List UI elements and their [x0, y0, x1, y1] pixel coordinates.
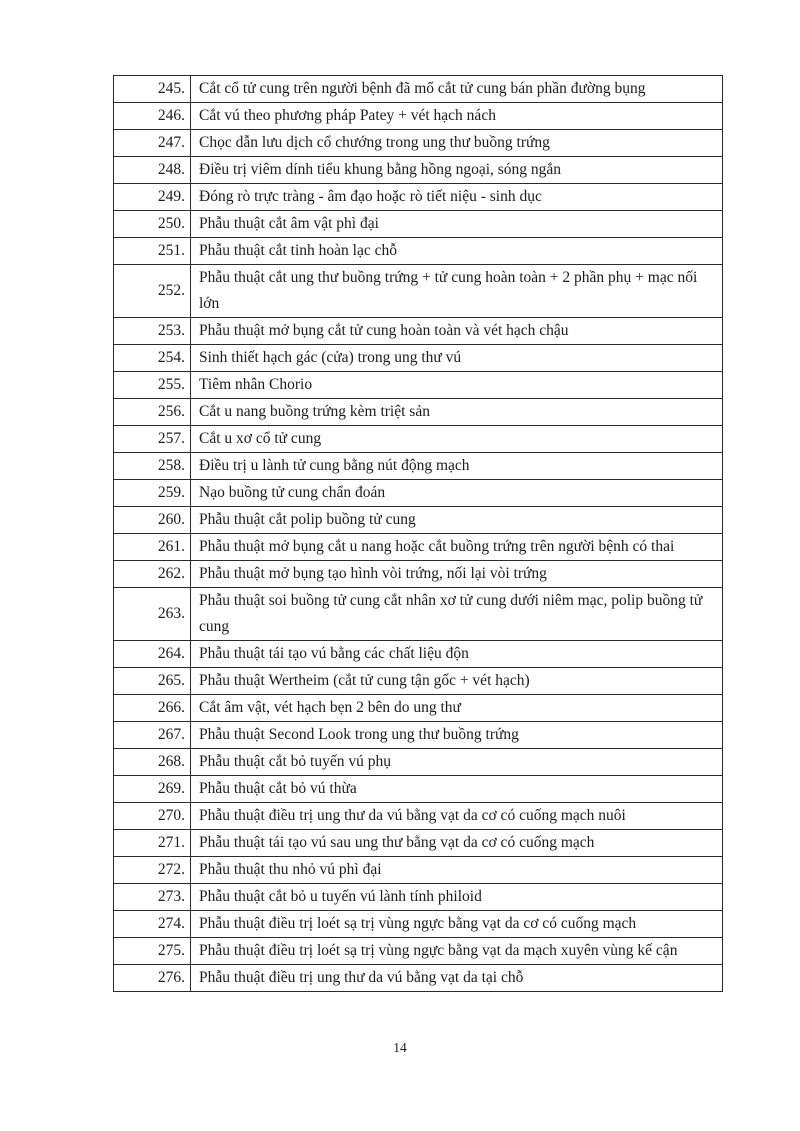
procedure-name-cell: Phẫu thuật mở bụng tạo hình vòi trứng, nối lại vòi trứng [191, 561, 723, 588]
row-number-cell: 275. [114, 938, 191, 965]
procedure-name-cell: Phẫu thuật cắt bỏ vú thừa [191, 776, 723, 803]
procedure-name-cell: Phẫu thuật thu nhỏ vú phì đại [191, 857, 723, 884]
table-row [114, 426, 723, 453]
procedure-name-cell: Phẫu thuật Second Look trong ung thư buồng trứng [191, 722, 723, 749]
table-row [114, 238, 723, 265]
table-row [114, 965, 723, 992]
procedure-name-cell: Cắt cổ tử cung trên người bệnh đã mổ cắt tử cung bán phần đường bụng [191, 76, 723, 103]
procedure-table [113, 75, 723, 992]
row-number-cell: 276. [114, 965, 191, 992]
row-number-cell: 252. [114, 265, 191, 318]
table-row [114, 157, 723, 184]
procedure-name-cell: Cắt vú theo phương pháp Patey + vét hạch nách [191, 103, 723, 130]
row-number-cell: 247. [114, 130, 191, 157]
table-row [114, 318, 723, 345]
procedure-name-cell: Phẫu thuật điều trị loét sạ trị vùng ngực bằng vạt da mạch xuyên vùng kế cận [191, 938, 723, 965]
row-number-cell: 245. [114, 76, 191, 103]
table-row [114, 211, 723, 238]
procedure-name-cell: Phẫu thuật Wertheim (cắt tử cung tận gốc + vét hạch) [191, 668, 723, 695]
row-number-cell: 274. [114, 911, 191, 938]
procedure-name-cell: Phẫu thuật điều trị ung thư da vú bằng vạt da tại chỗ [191, 965, 723, 992]
row-number-cell: 248. [114, 157, 191, 184]
table-row [114, 184, 723, 211]
table-row [114, 534, 723, 561]
table-row [114, 938, 723, 965]
table-row [114, 857, 723, 884]
procedure-name-cell: Phẫu thuật tái tạo vú bằng các chất liệu độn [191, 641, 723, 668]
row-number-cell: 271. [114, 830, 191, 857]
row-number-cell: 258. [114, 453, 191, 480]
row-number-cell: 267. [114, 722, 191, 749]
table-row [114, 911, 723, 938]
procedure-name-cell: Cắt u nang buồng trứng kèm triệt sản [191, 399, 723, 426]
procedure-name-cell: Cắt âm vật, vét hạch bẹn 2 bên do ung thư [191, 695, 723, 722]
row-number-cell: 253. [114, 318, 191, 345]
row-number-cell: 263. [114, 588, 191, 641]
procedure-name-cell: Điều trị viêm dính tiểu khung bằng hồng ngoại, sóng ngắn [191, 157, 723, 184]
procedure-name-cell: Phẫu thuật cắt bỏ tuyến vú phụ [191, 749, 723, 776]
row-number-cell: 262. [114, 561, 191, 588]
row-number-cell: 261. [114, 534, 191, 561]
table-row [114, 453, 723, 480]
procedure-name-cell: Phẫu thuật cắt polip buồng tử cung [191, 507, 723, 534]
table-row [114, 884, 723, 911]
row-number-cell: 269. [114, 776, 191, 803]
row-number-cell: 257. [114, 426, 191, 453]
row-number-cell: 268. [114, 749, 191, 776]
table-row [114, 103, 723, 130]
row-number-cell: 256. [114, 399, 191, 426]
procedure-name-cell: Phẫu thuật cắt bỏ u tuyến vú lành tính philoid [191, 884, 723, 911]
procedure-name-cell: Chọc dẫn lưu dịch cổ chướng trong ung thư buồng trứng [191, 130, 723, 157]
procedure-name-cell: Phẫu thuật mở bụng cắt tử cung hoàn toàn và vét hạch chậu [191, 318, 723, 345]
table-row [114, 588, 723, 641]
procedure-name-cell: Điều trị u lành tử cung bằng nút động mạch [191, 453, 723, 480]
procedure-name-cell: Phẫu thuật cắt ung thư buồng trứng + tử cung hoàn toàn + 2 phần phụ + mạc nối lớn [191, 265, 723, 318]
table-row [114, 830, 723, 857]
row-number-cell: 250. [114, 211, 191, 238]
row-number-cell: 259. [114, 480, 191, 507]
row-number-cell: 273. [114, 884, 191, 911]
row-number-cell: 246. [114, 103, 191, 130]
row-number-cell: 272. [114, 857, 191, 884]
procedure-table-body [114, 76, 723, 992]
table-row [114, 561, 723, 588]
table-row [114, 722, 723, 749]
procedure-name-cell: Nạo buồng tử cung chẩn đoán [191, 480, 723, 507]
table-row [114, 130, 723, 157]
procedure-name-cell: Đóng rò trực tràng - âm đạo hoặc rò tiết niệu - sinh dục [191, 184, 723, 211]
row-number-cell: 264. [114, 641, 191, 668]
procedure-name-cell: Phẫu thuật cắt tinh hoàn lạc chỗ [191, 238, 723, 265]
row-number-cell: 251. [114, 238, 191, 265]
table-row [114, 507, 723, 534]
row-number-cell: 265. [114, 668, 191, 695]
procedure-name-cell: Phẫu thuật cắt âm vật phì đại [191, 211, 723, 238]
page-number: 14 [393, 1040, 407, 1055]
table-row [114, 668, 723, 695]
row-number-cell: 254. [114, 345, 191, 372]
row-number-cell: 249. [114, 184, 191, 211]
table-row [114, 480, 723, 507]
procedure-name-cell: Phẫu thuật điều trị ung thư da vú bằng vạt da cơ có cuống mạch nuôi [191, 803, 723, 830]
procedure-name-cell: Phẫu thuật mở bụng cắt u nang hoặc cắt buồng trứng trên người bệnh có thai [191, 534, 723, 561]
table-row [114, 749, 723, 776]
procedure-name-cell: Phẫu thuật soi buồng tử cung cắt nhân xơ tử cung dưới niêm mạc, polip buồng tử cung [191, 588, 723, 641]
table-row [114, 803, 723, 830]
row-number-cell: 255. [114, 372, 191, 399]
table-row [114, 776, 723, 803]
procedure-name-cell: Sinh thiết hạch gác (cửa) trong ung thư vú [191, 345, 723, 372]
table-row [114, 265, 723, 318]
table-row [114, 399, 723, 426]
procedure-name-cell: Cắt u xơ cổ tử cung [191, 426, 723, 453]
row-number-cell: 266. [114, 695, 191, 722]
row-number-cell: 260. [114, 507, 191, 534]
row-number-cell: 270. [114, 803, 191, 830]
table-row [114, 372, 723, 399]
procedure-name-cell: Phẫu thuật điều trị loét sạ trị vùng ngực bằng vạt da cơ có cuống mạch [191, 911, 723, 938]
procedure-name-cell: Tiêm nhân Chorio [191, 372, 723, 399]
procedure-name-cell: Phẫu thuật tái tạo vú sau ung thư bằng vạt da cơ có cuống mạch [191, 830, 723, 857]
table-row [114, 695, 723, 722]
table-row [114, 76, 723, 103]
table-row [114, 641, 723, 668]
table-row [114, 345, 723, 372]
